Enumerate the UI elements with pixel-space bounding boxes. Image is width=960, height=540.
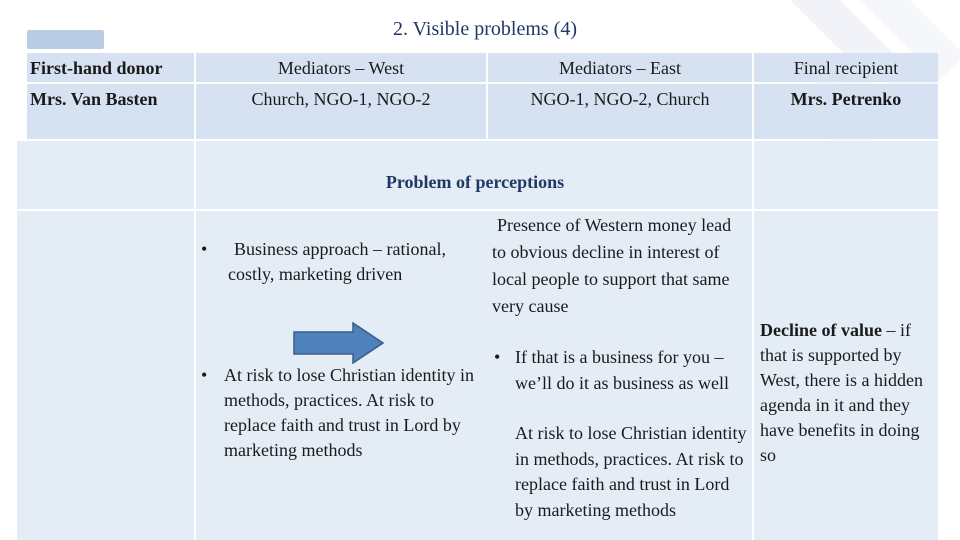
recipient-text: if that is supported by West, there is a hidden agenda in it and they have benefits in doing so xyxy=(760,320,924,465)
cell-mediators-west xyxy=(196,84,486,139)
header-final-recipient xyxy=(754,53,938,82)
cell-recipient-name xyxy=(754,84,938,139)
cell-blank-right-top xyxy=(754,141,938,209)
header-first-hand-donor xyxy=(27,53,194,82)
bullet-marker: • xyxy=(201,365,208,385)
header-mediators-west xyxy=(196,53,486,82)
bullet-marker: • xyxy=(494,347,501,367)
cell-value: Mrs. Van Basten xyxy=(30,89,158,109)
cell-mediators-east xyxy=(488,84,752,139)
east-western-money-paragraph: Presence of Western money lead to obvious decline in interest of local people to support that same very cause xyxy=(492,215,732,316)
header-label: Mediators – West xyxy=(277,58,405,78)
slide-title: 2. Visible problems (4) xyxy=(393,18,577,40)
perceptions-title: Problem of perceptions xyxy=(385,172,565,192)
right-arrow-icon xyxy=(293,322,385,364)
cell-value: NGO-1, NGO-2, Church xyxy=(530,89,710,109)
header-label: Mediators – East xyxy=(559,58,681,78)
cell-blank-left xyxy=(17,211,194,540)
bullet-marker: • xyxy=(201,239,208,259)
cell-donor-name xyxy=(27,84,194,139)
west-bullet-business-approach: Business approach – rational, costly, marketing driven xyxy=(228,239,446,284)
cell-value: Church, NGO-1, NGO-2 xyxy=(251,89,431,109)
recipient-decline-of-value: Decline of value – if that is supported by West, there is a hidden agenda in it and they have benefits in doing so xyxy=(760,320,924,465)
cell-value: Mrs. Petrenko xyxy=(790,89,902,109)
east-bullet-business-as-well: If that is a business for you – we’ll do it as business as well xyxy=(515,347,729,393)
cell-blank-left-top xyxy=(17,141,194,209)
west-bullet-risk: At risk to lose Christian identity in methods, practices. At risk to replace faith and trust in Lord by marketing methods xyxy=(224,365,474,460)
east-bullet-risk: At risk to lose Christian identity in methods, practices. At risk to replace faith and trust in Lord by marketing methods xyxy=(515,423,747,520)
header-label: First-hand donor xyxy=(30,58,163,78)
header-label: Final recipient xyxy=(793,58,899,78)
header-mediators-east xyxy=(488,53,752,82)
recipient-heading: Decline of value xyxy=(760,320,882,340)
